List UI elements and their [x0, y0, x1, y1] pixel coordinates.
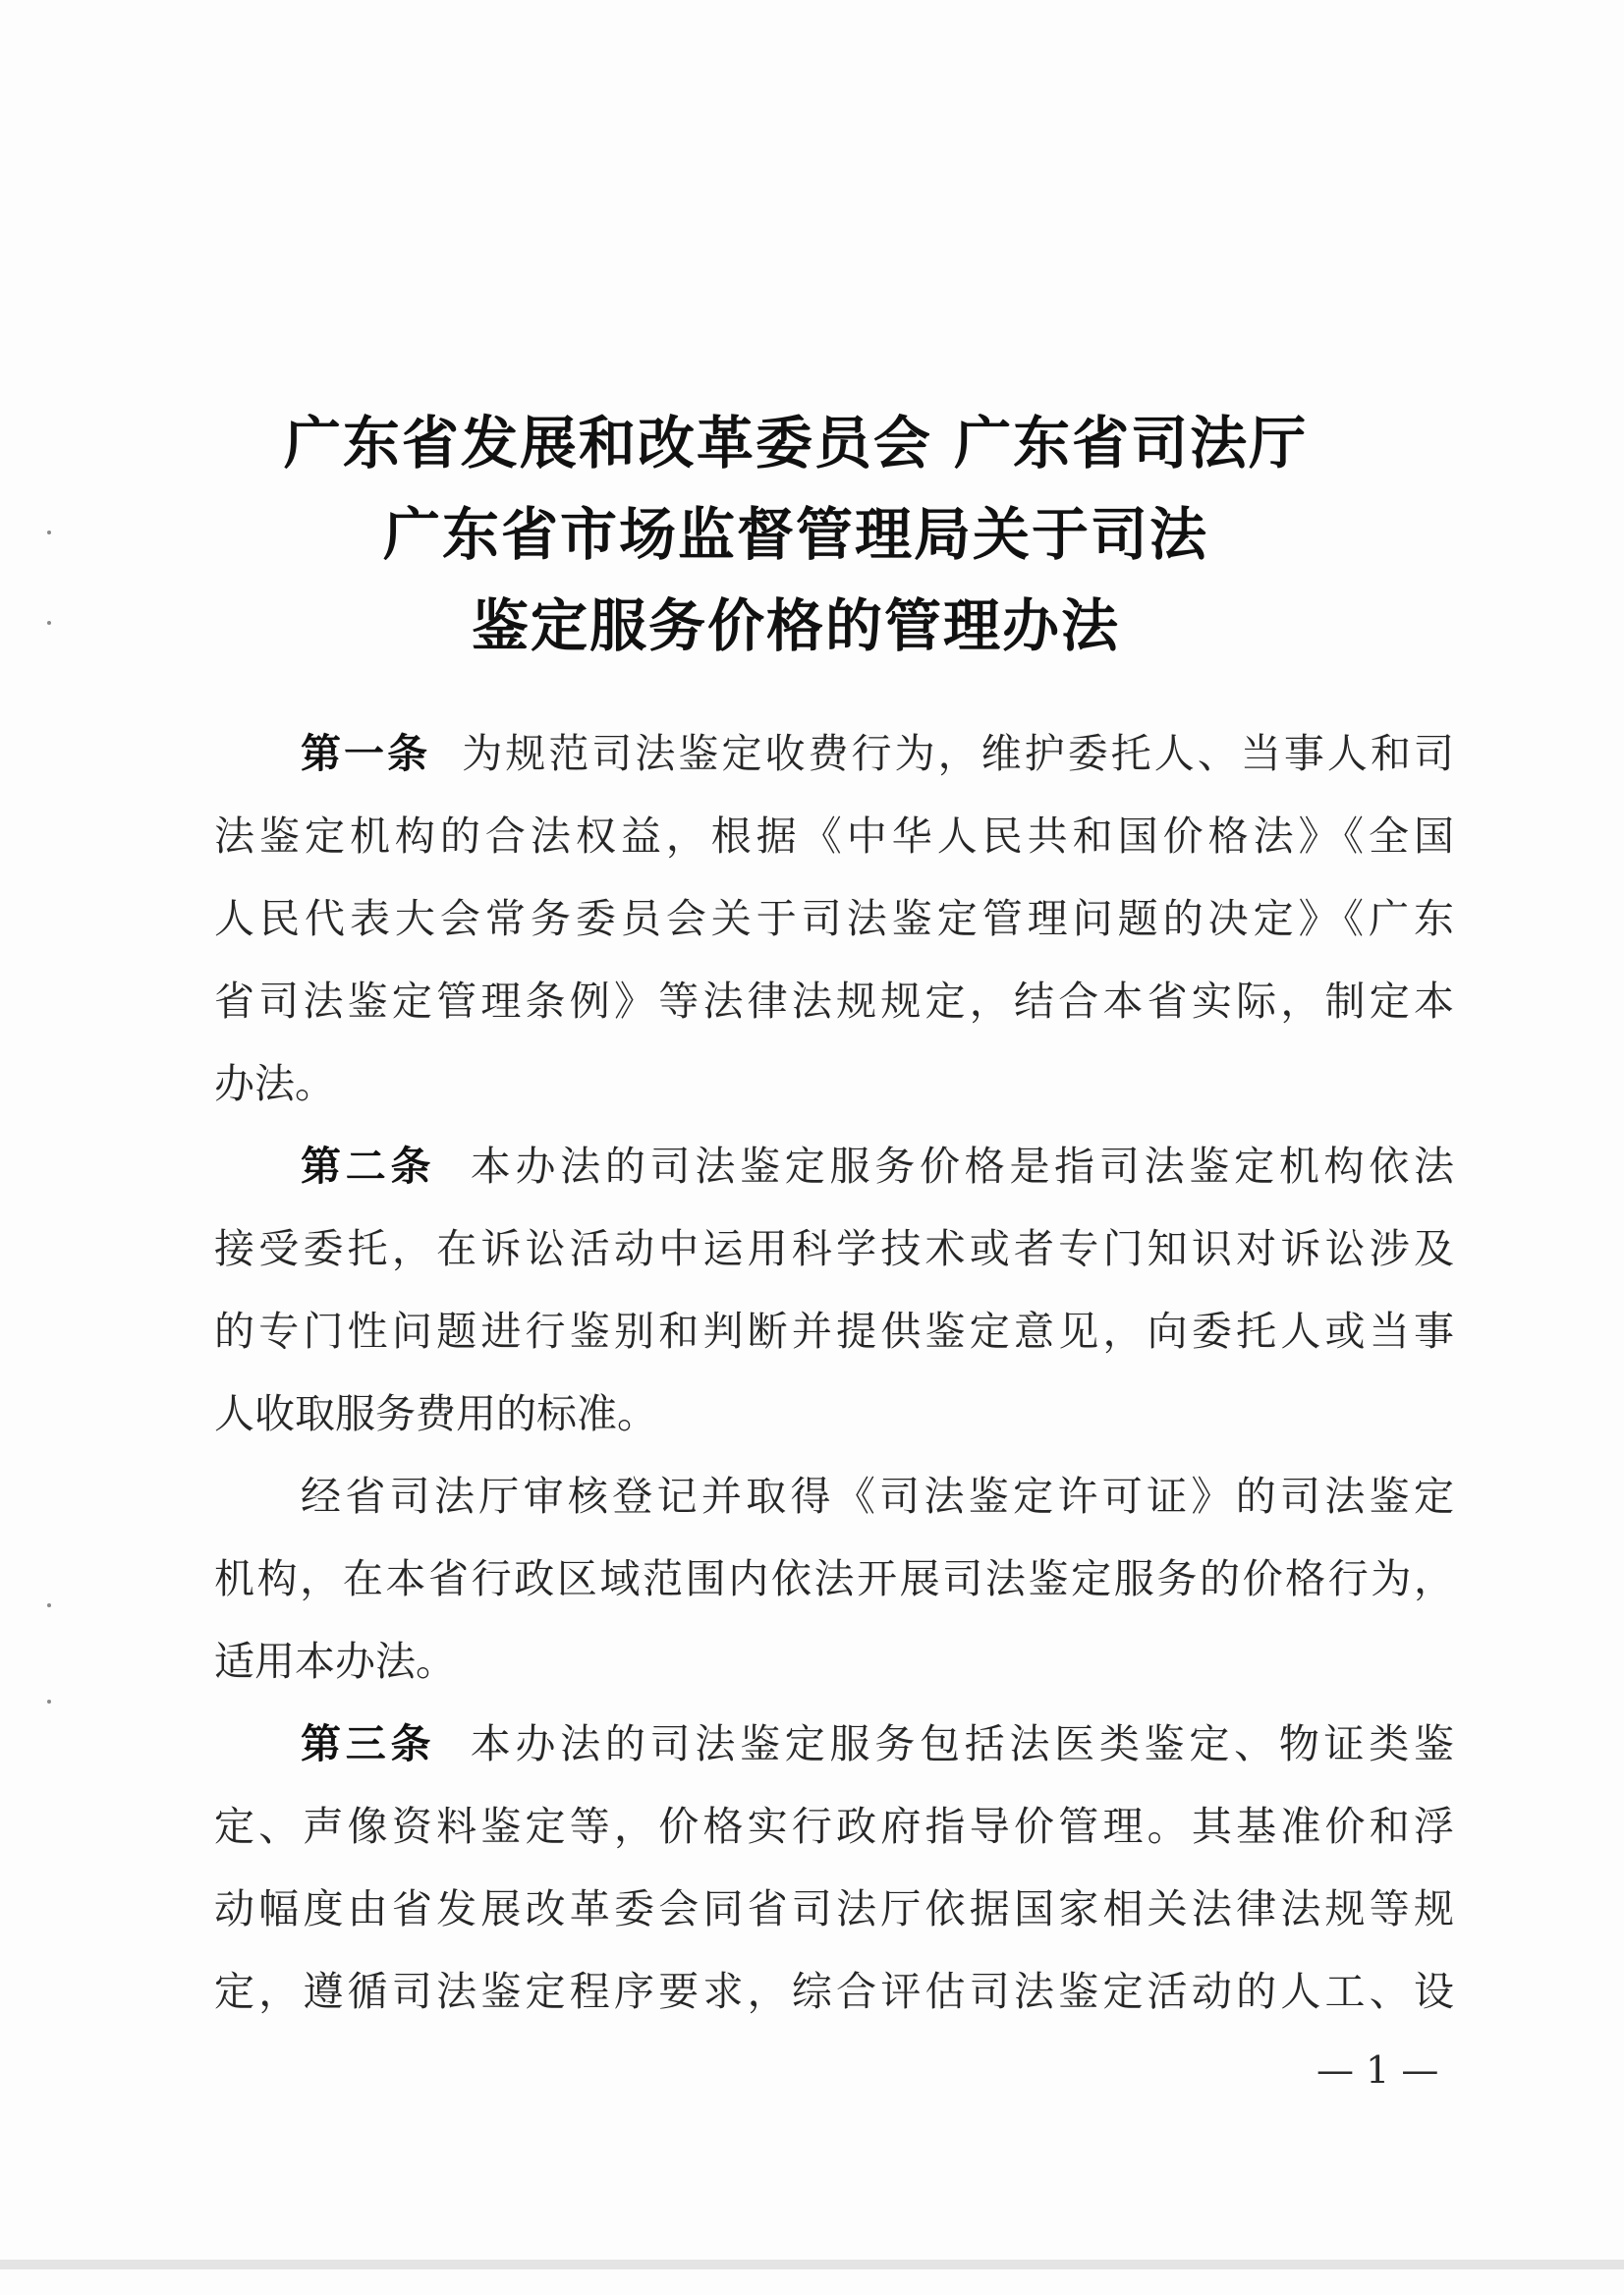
title-line-1: 广东省发展和改革委员会 广东省司法厅	[283, 410, 1309, 476]
article-2-line-4: 人收取服务费用的标准。	[214, 1390, 657, 1437]
article-2-line-1: 第二条 本办法的司法鉴定服务价格是指司法鉴定机构依法	[301, 1143, 1454, 1190]
article-1-line-4: 省司法鉴定管理条例》等法律法规规定，结合本省实际，制定本	[214, 978, 1454, 1025]
article-2-para-2-line-2: 机构，在本省行政区域范围内依法开展司法鉴定服务的价格行为，	[214, 1555, 1454, 1602]
article-3-line-1: 第三条 本办法的司法鉴定服务包括法医类鉴定、物证类鉴	[301, 1720, 1454, 1767]
title-line-3: 鉴定服务价格的管理办法	[471, 592, 1120, 659]
article-1-line-1: 第一条 为规范司法鉴定收费行为，维护委托人、当事人和司	[301, 730, 1454, 777]
article-3-line-4: 定，遵循司法鉴定程序要求，综合评估司法鉴定活动的人工、设	[214, 1968, 1454, 2015]
article-2-para-2-line-1: 经省司法厅审核登记并取得《司法鉴定许可证》的司法鉴定	[301, 1473, 1454, 1520]
article-1-line-5: 办法。	[214, 1060, 335, 1107]
scan-speck	[47, 1700, 51, 1704]
article-1-number: 第一条	[301, 730, 431, 777]
article-3-line-3: 动幅度由省发展改革委会同省司法厅依据国家相关法律法规等规	[214, 1885, 1454, 1932]
article-1-line-2: 法鉴定机构的合法权益，根据《中华人民共和国价格法》《全国	[214, 812, 1454, 860]
article-2-number: 第二条	[301, 1143, 436, 1190]
scan-speck	[47, 1603, 51, 1607]
article-3-number: 第三条	[301, 1720, 436, 1767]
scan-speck	[47, 621, 51, 625]
article-2-line-2: 接受委托，在诉讼活动中运用科学技术或者专门知识对诉讼涉及	[214, 1225, 1454, 1272]
article-1-line-3: 人民代表大会常务委员会关于司法鉴定管理问题的决定》《广东	[214, 895, 1454, 942]
page-number: — 1 —	[1316, 2048, 1439, 2092]
title-line-2: 广东省市场监督管理局关于司法	[382, 501, 1208, 568]
article-3-line-2: 定、声像资料鉴定等，价格实行政府指导价管理。其基准价和浮	[214, 1803, 1454, 1850]
document-title	[216, 398, 1375, 672]
article-2-line-3: 的专门性问题进行鉴别和判断并提供鉴定意见，向委托人或当事	[214, 1308, 1454, 1355]
article-2-para-2-line-3: 适用本办法。	[214, 1638, 456, 1685]
scan-bottom-edge	[0, 2260, 1624, 2269]
scan-speck	[47, 531, 51, 534]
